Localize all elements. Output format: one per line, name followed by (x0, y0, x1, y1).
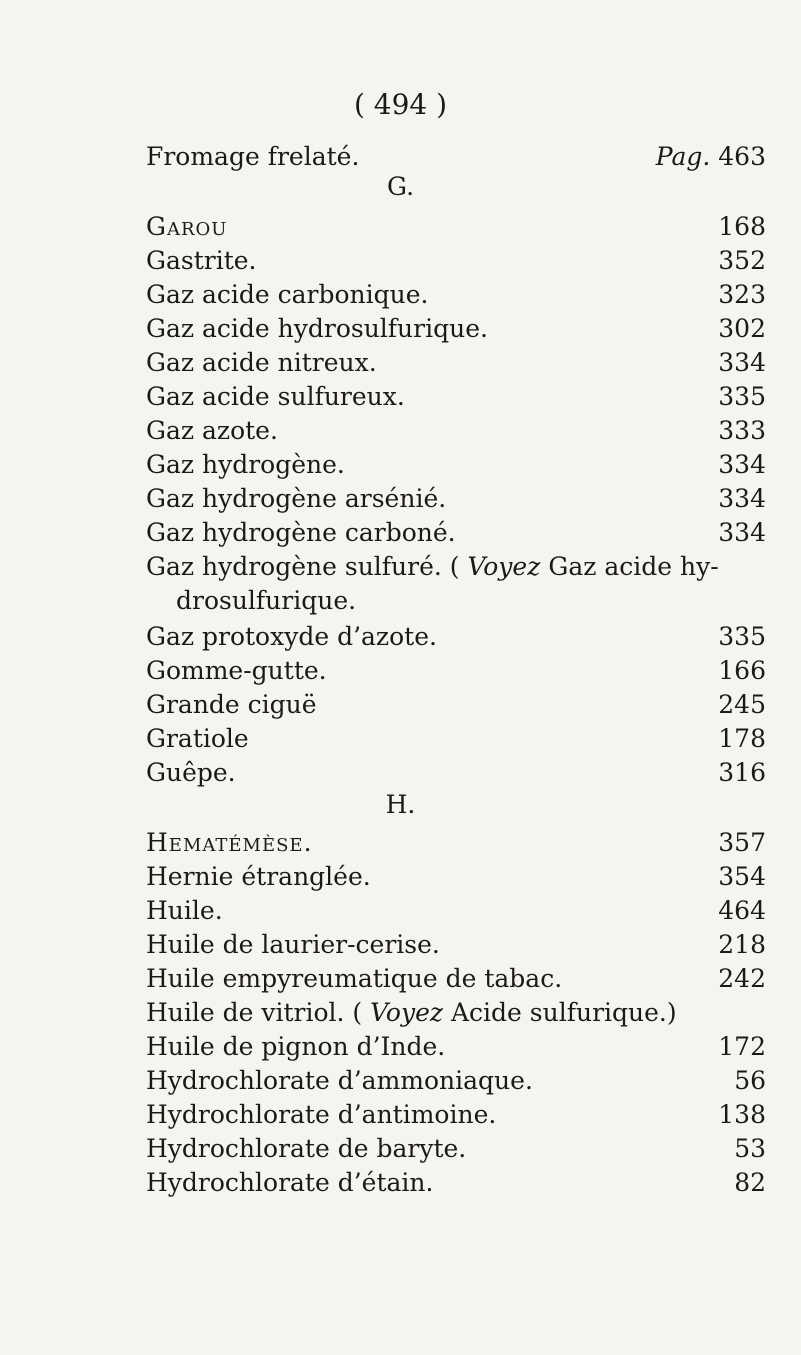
index-entry (146, 722, 766, 756)
page-number-header: ( 494 ) (353, 88, 448, 121)
index-entry (146, 516, 766, 550)
entry-page: 352 (718, 246, 766, 275)
entry-page: 168 (718, 212, 766, 241)
entry-page: 335 (718, 382, 766, 411)
entry-term: Gastrite. (146, 246, 257, 275)
entry-page: 302 (718, 314, 766, 343)
entry-page: 357 (718, 828, 766, 857)
entry-page: 334 (718, 348, 766, 377)
entry-term: Gratiole (146, 724, 249, 753)
entry-term: Gomme-gutte. (146, 656, 327, 685)
index-entry (146, 244, 766, 278)
entry-page: 333 (718, 416, 766, 445)
index-entry (146, 826, 766, 860)
entry-page: 334 (718, 450, 766, 479)
entry-term: Garou (146, 212, 228, 241)
entry-page: 316 (718, 758, 766, 787)
index-entry (146, 928, 766, 962)
entry-term: Hydrochlorate d’antimoine. (146, 1100, 497, 1129)
entry-term: Gaz protoxyde d’azote. (146, 622, 437, 651)
entry-page: 245 (718, 690, 766, 719)
entry-page: 242 (718, 964, 766, 993)
pag-label: Pag. (655, 142, 711, 171)
entry-term: Hydrochlorate d’étain. (146, 1168, 434, 1197)
entry-term: Huile de laurier-cerise. (146, 930, 440, 959)
index-entry (146, 962, 766, 996)
entry-term: Huile de pignon d’Inde. (146, 1032, 446, 1061)
entry-page: 218 (718, 930, 766, 959)
index-entry (146, 346, 766, 380)
entry-term: Hernie étranglée. (146, 862, 371, 891)
index-entry (146, 312, 766, 346)
index-entry (146, 620, 766, 654)
section-letter-g: G. (386, 172, 415, 201)
index-entry (146, 278, 766, 312)
entry-page: 354 (718, 862, 766, 891)
entry-page: 166 (718, 656, 766, 685)
entry-term: Huile. (146, 896, 223, 925)
index-entry (146, 1132, 766, 1166)
index-entry (146, 448, 766, 482)
section-letter-h: H. (385, 790, 416, 819)
index-entry (146, 140, 766, 174)
index-entry (146, 654, 766, 688)
index-entry (146, 1098, 766, 1132)
entry-term: Gaz acide carbonique. (146, 280, 429, 309)
entry-term: Gaz azote. (146, 416, 278, 445)
entry-term: Gaz hydrogène arsénié. (146, 484, 447, 513)
entry-page: 53 (734, 1134, 766, 1163)
entry-page: 82 (734, 1168, 766, 1197)
index-entry (146, 1030, 766, 1064)
entry-page: 323 (718, 280, 766, 309)
entry-page: 334 (718, 518, 766, 547)
entry-term: Guêpe. (146, 758, 236, 787)
page-reference (656, 140, 766, 174)
entry-page: 178 (718, 724, 766, 753)
entry-term (146, 996, 677, 1030)
entry-page: 138 (718, 1100, 766, 1129)
entry-term: Gaz hydrogène carboné. (146, 518, 456, 547)
index-entry (146, 1166, 766, 1200)
entry-term: Hydrochlorate d’ammoniaque. (146, 1066, 533, 1095)
entry-continuation: drosulfurique. (176, 586, 357, 615)
voyez-label: Voyez (467, 552, 541, 581)
entry-term: Gaz acide sulfureux. (146, 382, 405, 411)
index-entry (146, 482, 766, 516)
index-entry (146, 414, 766, 448)
index-entry (146, 210, 766, 244)
ref-text: Huile de vitriol. ( (146, 998, 363, 1027)
entry-term (146, 550, 719, 584)
entry-page: 463 (718, 142, 766, 171)
entry-page: 56 (734, 1066, 766, 1095)
entry-term: Gaz acide nitreux. (146, 348, 377, 377)
entry-term: Huile empyreumatique de tabac. (146, 964, 563, 993)
ref-target: Acide sulfurique.) (451, 998, 677, 1027)
ref-target: Gaz acide hy- (548, 552, 719, 581)
entry-term: Hematémèse. (146, 828, 313, 857)
entry-term: Fromage frelaté. (146, 142, 360, 171)
entry-page: 335 (718, 622, 766, 651)
index-entry (146, 1064, 766, 1098)
entry-term: Gaz hydrogène. (146, 450, 345, 479)
index-entry (146, 894, 766, 928)
entry-page: 172 (718, 1032, 766, 1061)
entry-term: Grande ciguë (146, 690, 317, 719)
entry-page: 464 (718, 896, 766, 925)
index-entry (146, 756, 766, 790)
cross-reference-entry (146, 996, 766, 1030)
index-entry (146, 860, 766, 894)
entry-term: Gaz acide hydrosulfurique. (146, 314, 488, 343)
entry-page: 334 (718, 484, 766, 513)
ref-text: Gaz hydrogène sulfuré. ( (146, 552, 460, 581)
entry-term: Hydrochlorate de baryte. (146, 1134, 467, 1163)
index-entry (146, 688, 766, 722)
voyez-label: Voyez (370, 998, 444, 1027)
index-entry (146, 380, 766, 414)
cross-reference-entry (146, 550, 766, 584)
